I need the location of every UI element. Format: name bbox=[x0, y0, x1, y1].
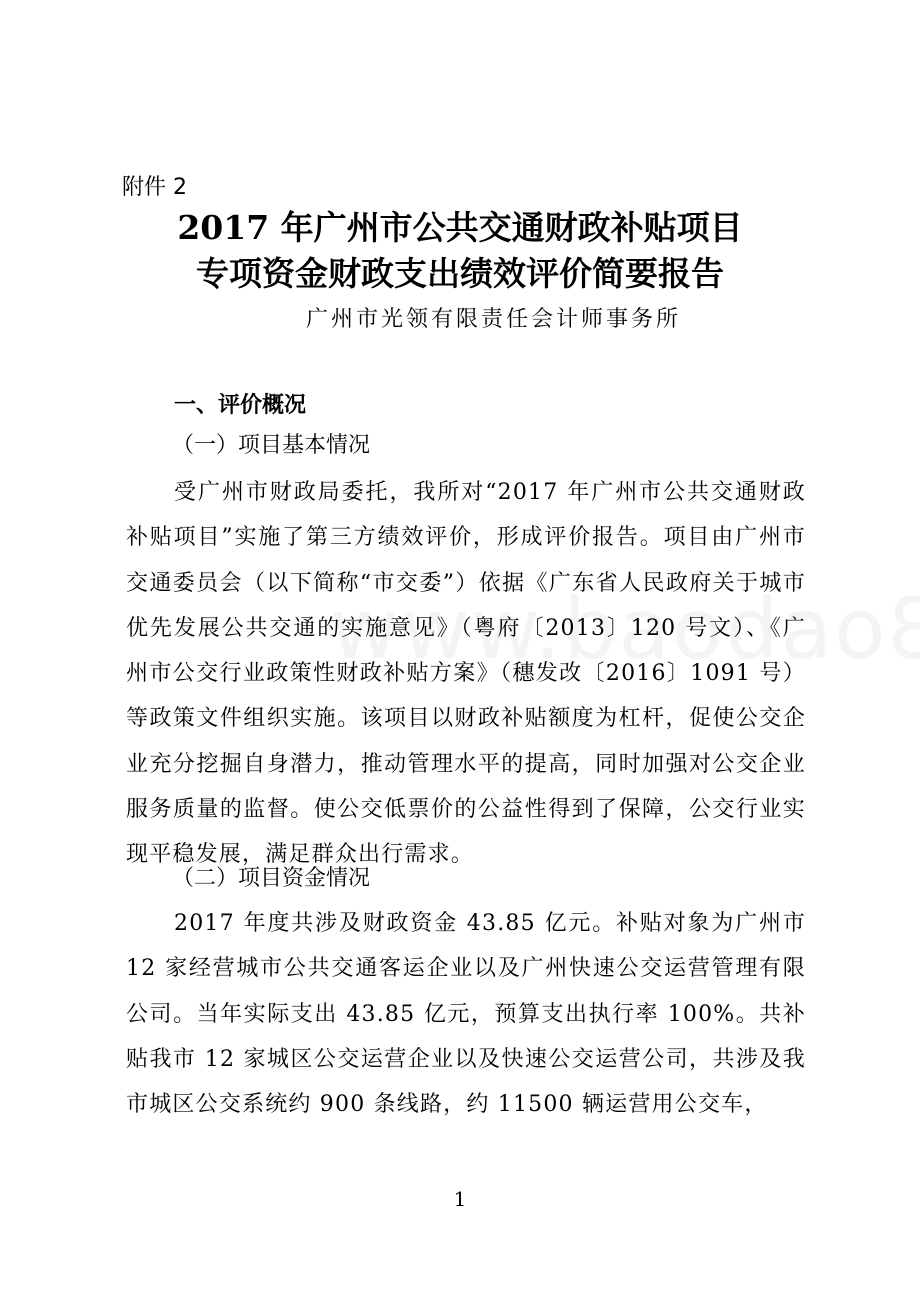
page-number: 1 bbox=[453, 1187, 467, 1211]
subsection-heading-funding: （二）项目资金情况 bbox=[172, 866, 371, 891]
subsection-heading-basic-info: （一）项目基本情况 bbox=[172, 433, 371, 458]
paragraph-basic-info: 受广州市财政局委托，我所对“2017 年广州市公共交通财政补贴项目”实施了第三方绩效评价，形成评价报告。项目由广州市交通委员会（以下简称“市交委”）依据《广东省人民政府关于城市优先发展公共交通的实施意见》（粤府〔2013〕120 号文）、《广州市公交行业政策性财政补贴方案》（穗发改〔2016〕1091 号）等政策文件组织实施。该项目以财政补贴额度为杠杆，促使公交企业充分挖掘自身潜力，推动管理水平的提高，同时加强对公交企业服务质量的监督。使公交低票价的公益性得到了保障，公交行业实现平稳发展，满足群众出行需求。 bbox=[126, 480, 806, 868]
author-organization: 广州市光领有限责任会计师事务所 bbox=[306, 307, 682, 332]
section-heading-overview: 一、评价概况 bbox=[174, 393, 307, 418]
paragraph-funding: 2017 年度共涉及财政资金 43.85 亿元。补贴对象为广州市 12 家经营城市公共交通客运企业以及广州快速公交运营管理有限公司。当年实际支出 43.85 亿元，预算支出执行率 100%。共补贴我市 12 家城区公交运营企业以及快速公交运营公司，共涉及我市城区公交系统约 900 条线路，约 11500 辆运营用公交车， bbox=[126, 911, 806, 1118]
document-title-line-2: 专项资金财政支出绩效评价简要报告 bbox=[196, 254, 724, 293]
attachment-label: 附件 2 bbox=[122, 175, 187, 200]
document-title-line-1: 2017 年广州市公共交通财政补贴项目 bbox=[177, 208, 743, 247]
